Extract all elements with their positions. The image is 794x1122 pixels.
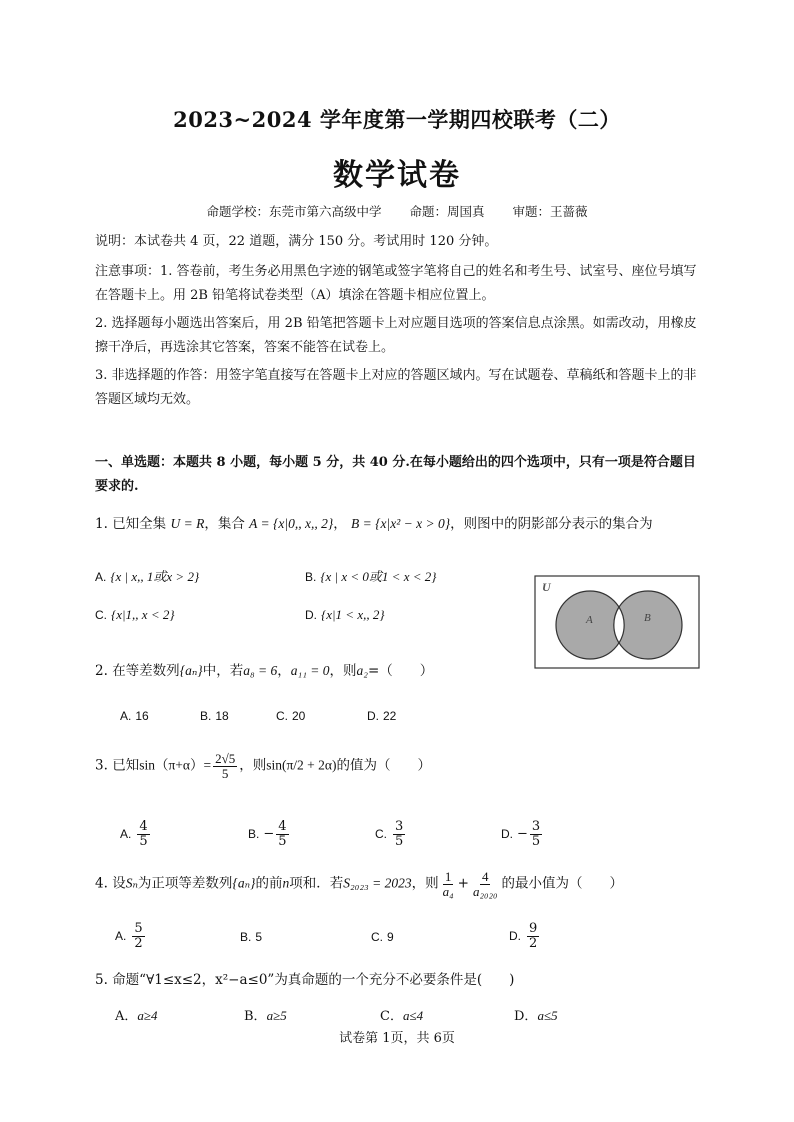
q2-option-a-label: A. — [120, 709, 132, 723]
question-1: 1. 已知全集 U = R，集合 A = {x|0,, x,, 2}， B = {x|x² − x > 0}，则图中的阴影部分表示的集合为 — [95, 516, 653, 532]
q1-number: 1. — [95, 516, 108, 532]
q3-fraction — [213, 752, 237, 780]
q2-text-2: 中，若 — [202, 663, 244, 679]
q4-option-a — [115, 922, 147, 950]
q4-sequence: {aₙ} — [232, 875, 256, 891]
q4-condition: S₂₀₂₃ = 2023 — [343, 875, 412, 891]
q2-option-b — [200, 709, 233, 724]
q3-option-d-num: 3 — [531, 819, 541, 834]
venn-label-b: B — [644, 612, 651, 624]
q2-text-5: =（ ） — [367, 663, 434, 679]
q3-option-a-den: 5 — [139, 833, 148, 849]
q1-text-3: ，则图中的阴影部分表示的集合为 — [450, 516, 653, 532]
q2-condition-2: a₁₁ = 0 — [290, 663, 330, 678]
q4-frac-1-den: a₄ — [442, 883, 454, 899]
q4-text-2: 为正项等差数列 — [137, 875, 233, 892]
q3-number: 3. — [95, 757, 108, 774]
q4-option-d-label: D. — [509, 928, 521, 943]
q3-option-d — [501, 820, 544, 848]
q2-text-3: ， — [277, 663, 291, 679]
q1-set-b: B = {x|x² − x > 0} — [351, 516, 451, 531]
q5-option-d — [514, 1005, 558, 1024]
q4-frac-1-num: 1 — [444, 869, 452, 884]
q5-option-c-label: C． — [380, 1009, 403, 1024]
q3-option-d-sign: − — [517, 826, 528, 842]
q3-option-c-label: C. — [375, 826, 387, 841]
question-2 — [95, 659, 433, 679]
q1-option-a — [95, 566, 199, 585]
venn-label-u: U — [542, 580, 551, 594]
q3-option-b-label: B. — [248, 826, 260, 841]
q1-option-c-label: C. — [95, 608, 107, 622]
q3-option-a-num: 4 — [139, 819, 148, 834]
note-1: 注意事项：1. 答卷前，考生务必用黑色字迹的钢笔或签字笔将自己的姓名和考生号、试室号、座位号填写在答题卡上。用 2B 铅笔将试卷类型（A）填涂在答题卡相应位置上。 — [95, 264, 697, 303]
q3-expression: sin(π/2 + 2α) — [266, 757, 337, 773]
q4-option-c-label: C. — [371, 930, 383, 944]
q2-option-c-text: 20 — [292, 709, 306, 723]
q3-option-c-num: 3 — [395, 819, 404, 834]
q3-fraction-den: 5 — [221, 765, 229, 781]
meta-author: 命题：周国真 — [409, 204, 485, 219]
q5-option-c-text: a≤4 — [402, 1008, 424, 1023]
q5-option-b — [244, 1005, 287, 1024]
q2-condition-1: a₈ = 6 — [243, 663, 278, 678]
q1-option-b — [305, 566, 436, 585]
q5-option-b-label: B． — [244, 1009, 267, 1024]
q5-text: 命题“∀1≤x≤2，x²−a≤0”为真命题的一个充分不必要条件是( ) — [112, 972, 515, 988]
q4-option-a-frac — [132, 922, 144, 950]
q4-option-d-den: 2 — [529, 935, 538, 951]
q2-option-a-text: 16 — [135, 709, 149, 723]
question-4 — [95, 870, 623, 898]
venn-diagram — [534, 575, 700, 669]
venn-label-a: A — [586, 614, 593, 626]
exam-subject: 数学试卷 — [333, 158, 461, 193]
q4-frac-2-den: a₂₀₂₀ — [472, 883, 498, 899]
q2-option-d-text: 22 — [383, 709, 397, 723]
q4-option-a-num: 5 — [134, 921, 143, 936]
q4-frac-2 — [471, 870, 500, 898]
q3-option-b-sign: − — [263, 826, 275, 842]
q3-option-b-den: 5 — [278, 833, 287, 849]
q4-option-c-text: 9 — [387, 930, 394, 944]
q4-text-3: 的前 — [255, 875, 283, 892]
q1-universal-set: U = R — [170, 516, 205, 531]
intro-note: 说明：本试卷共 4 页，22 道题，满分 150 分。考试用时 120 分钟。 — [95, 234, 498, 249]
q4-frac-1 — [441, 870, 456, 898]
q4-number: 4. — [95, 875, 108, 892]
q5-option-c — [380, 1005, 423, 1024]
exam-meta — [0, 202, 794, 220]
q3-option-a-label: A. — [120, 826, 132, 841]
q1-set-a: A = {x|0,, x,, 2} — [249, 516, 334, 531]
q2-text-1: 在等差数列 — [112, 663, 180, 679]
q4-sn: Sₙ — [125, 875, 138, 891]
q4-plus: + — [457, 875, 469, 892]
q3-text-1: 已知 — [112, 757, 140, 774]
meta-school: 命题学校：东莞市第六高级中学 — [206, 204, 382, 219]
q3-option-b-frac — [276, 820, 288, 848]
q3-text-2: ，则 — [239, 757, 267, 774]
question-5 — [95, 968, 514, 988]
q4-text-1: 设 — [112, 875, 126, 892]
q1-option-b-text: {x | x < 0或1 < x < 2} — [320, 569, 437, 584]
q5-option-b-text: a≥5 — [266, 1008, 287, 1023]
q3-option-a-frac — [137, 820, 149, 848]
q4-option-d-num: 9 — [529, 921, 538, 936]
q5-option-a-text: a≥4 — [137, 1008, 158, 1023]
note-3: 3. 非选择题的作答：用签字笔直接写在答题卡上对应的答题区域内。写在试题卷、草稿纸和答题卡上的非答题区域均无效。 — [95, 368, 697, 407]
q1-option-a-label: A. — [95, 570, 107, 584]
q2-option-c-label: C. — [276, 709, 288, 723]
q3-option-b-num: 4 — [278, 819, 287, 834]
q4-option-d — [509, 922, 541, 950]
q1-text-2: ，集合 — [204, 516, 245, 532]
q1-option-c — [95, 607, 175, 623]
q1-option-d-text: {x|1 < x,, 2} — [321, 607, 385, 622]
q5-number: 5. — [95, 972, 108, 988]
q1-option-a-text: {x | x,, 1或x > 2} — [110, 569, 200, 584]
q1-text-1: 已知全集 — [112, 516, 167, 532]
q3-option-d-label: D. — [501, 826, 513, 841]
note-2: 2. 选择题每小题选出答案后，用 2B 铅笔把答题卡上对应题目选项的答案信息点涂黑。如需改动，用橡皮擦干净后，再选涂其它答案，答案不能答在试卷上。 — [95, 316, 697, 355]
q3-text-3: 的值为（ ） — [336, 757, 431, 774]
q4-option-b-text: 5 — [255, 930, 263, 944]
q3-option-c — [375, 820, 407, 848]
q4-text-4: 项和．若 — [289, 875, 344, 892]
q3-sin-lhs: sin（π+α）= — [139, 757, 212, 773]
q4-text-6: 的最小值为（ ） — [501, 875, 624, 892]
q3-option-c-frac — [393, 820, 405, 848]
q4-option-a-label: A. — [115, 928, 127, 943]
exam-title: 2023~2024 学年度第一学期四校联考（二） — [173, 107, 621, 132]
q2-sequence: {aₙ} — [179, 663, 203, 678]
q1-option-d — [305, 607, 385, 623]
q1-option-c-text: {x|1,, x < 2} — [111, 607, 175, 622]
q4-option-a-den: 2 — [134, 935, 143, 951]
q4-n: n — [282, 875, 290, 891]
q3-option-b — [248, 820, 291, 848]
section-heading: 一、单选题：本题共 8 小题，每小题 5 分，共 40 分.在每小题给出的四个选项中，只有一项是符合题目要求的. — [95, 455, 696, 494]
q5-option-d-label: D． — [514, 1009, 538, 1024]
q4-text-5: ，则 — [411, 875, 439, 892]
q3-option-a — [120, 820, 152, 848]
q2-option-b-text: 18 — [215, 709, 229, 723]
q4-frac-2-num: 4 — [481, 869, 489, 884]
q1-option-b-label: B. — [305, 570, 317, 584]
q3-fraction-num: 2√5 — [215, 751, 236, 766]
q4-option-b-label: B. — [240, 930, 252, 944]
q2-ask: a₂ — [356, 663, 368, 678]
q2-option-a — [120, 709, 153, 724]
q2-option-b-label: B. — [200, 709, 212, 723]
q5-option-a — [115, 1005, 158, 1024]
q1-option-d-label: D. — [305, 608, 317, 622]
q2-text-4: ，则 — [329, 663, 357, 679]
q2-option-d-label: D. — [367, 709, 379, 723]
q2-option-c — [276, 709, 309, 724]
q4-option-b — [240, 930, 266, 945]
q4-option-c — [371, 930, 398, 945]
meta-reviewer: 审题：王蔷薇 — [512, 204, 588, 219]
q5-option-a-label: A． — [115, 1009, 138, 1024]
q4-option-d-frac — [527, 922, 539, 950]
q3-option-c-den: 5 — [395, 833, 404, 849]
q3-option-d-frac — [530, 820, 542, 848]
q2-number: 2. — [95, 663, 108, 679]
q2-option-d — [367, 709, 400, 724]
q3-option-d-den: 5 — [531, 833, 541, 849]
question-3 — [95, 752, 431, 780]
page-footer: 试卷第 1页，共 6页 — [339, 1031, 455, 1046]
q5-option-d-text: a≤5 — [537, 1008, 558, 1023]
